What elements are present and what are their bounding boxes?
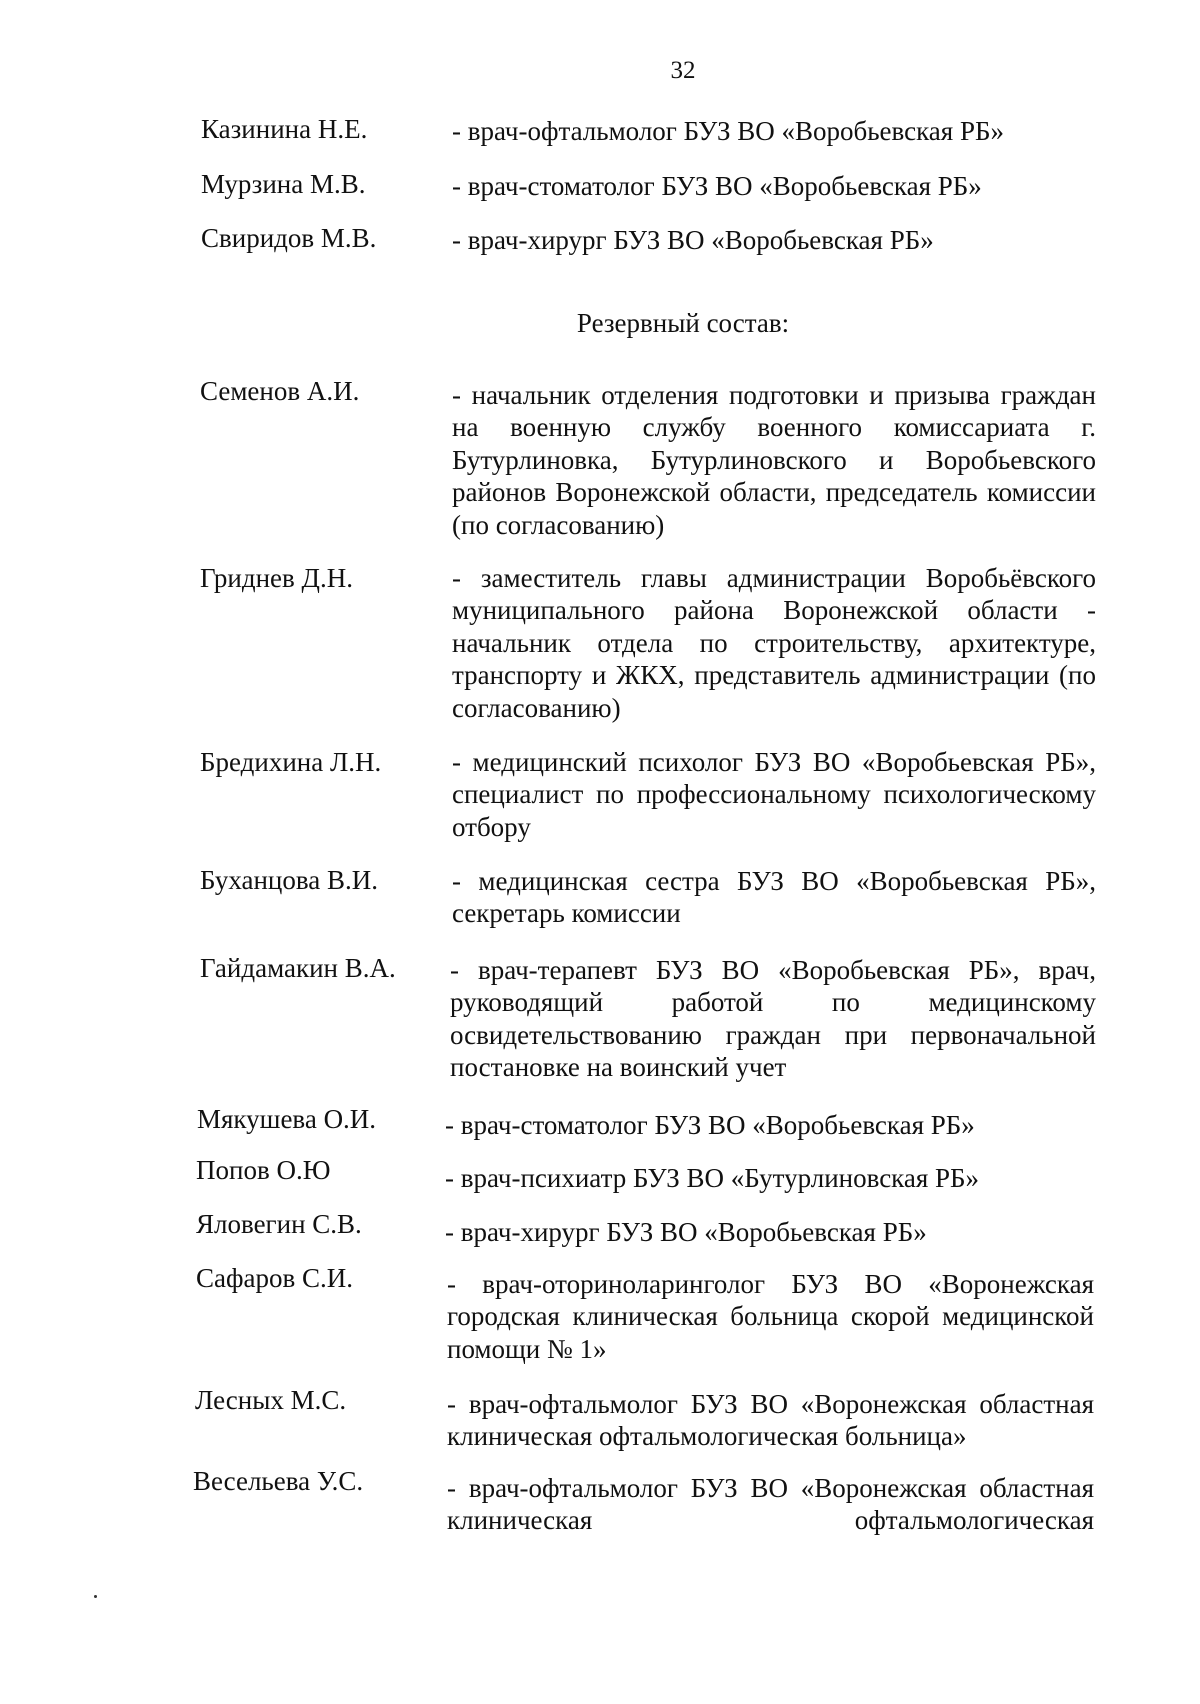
member-entry [0,1155,1200,1200]
member-role: - врач-хирург БУЗ ВО «Воробьевская РБ» [452,225,934,255]
member-role: - врач-психиатр БУЗ ВО «Бутурлиновская РБ» [445,1163,980,1193]
member-name: Гайдамакин В.А. [200,953,396,983]
member-name: Буханцова В.И. [200,865,378,895]
member-role: - врач-хирург БУЗ ВО «Воробьевская РБ» [445,1217,927,1247]
member-entry [0,1263,1200,1378]
member-role: - заместитель главы администрации Воробьёвского муниципального района Воронежской области - начальник отдела по строительству, архитектуре, транспорту и ЖКХ, представитель администрации (по согласованию) [452,563,1096,723]
member-name: Свиридов М.В. [201,223,377,253]
member-role: - врач-стоматолог БУЗ ВО «Воробьевская РБ» [452,171,982,201]
member-role: - врач-офтальмолог БУЗ ВО «Воронежская областная клиническая офтальмологическая больница» [447,1389,1094,1452]
member-name: Бредихина Л.Н. [200,747,382,777]
member-role: - медицинская сестра БУЗ ВО «Воробьевская РБ», секретарь комиссии [452,866,1096,929]
member-entry [0,168,1200,208]
member-name: Весельева У.С. [193,1466,364,1496]
member-entry [0,1465,1200,1545]
member-entry [0,1104,1200,1147]
member-entry [0,1209,1200,1254]
member-name: Лесных М.С. [195,1385,347,1415]
member-name: Семенов А.И. [200,376,360,406]
member-role: - врач-офтальмолог БУЗ ВО «Воробьевская РБ» [452,116,1004,146]
member-name: Мякушева О.И. [197,1104,377,1134]
member-name: Сафаров С.И. [196,1263,353,1293]
member-entry [0,865,1200,937]
page-number: 32 [670,57,696,84]
member-entry [0,746,1200,856]
scan-dot [94,1595,97,1598]
member-entry [0,954,1200,1094]
member-role: - врач-оториноларинголог БУЗ ВО «Воронежская городская клиническая больница скорой медицинской помощи № 1» [447,1269,1094,1364]
member-name: Яловегин С.В. [196,1209,362,1239]
member-entry [0,222,1200,262]
member-role: - начальник отделения подготовки и призыва граждан на военную службу военного комиссариата г. Бутурлиновка, Бутурлиновского и Воробьевского районов Воронежской области, председатель комиссии (по согласованию) [452,380,1096,540]
member-entry [0,113,1200,153]
member-name: Мурзина М.В. [201,169,366,199]
member-name: Казинина Н.Е. [201,114,368,144]
reserve-title: Резервный состав: [576,308,790,338]
member-name: Гриднев Д.Н. [200,563,353,593]
member-entry [0,562,1200,732]
member-role: - врач-офтальмолог БУЗ ВО «Воронежская областная клиническая офтальмологическая [447,1473,1094,1536]
member-name: Попов О.Ю [196,1155,331,1185]
member-role: - медицинский психолог БУЗ ВО «Воробьевская РБ», специалист по профессиональному психологическому отбору [452,747,1096,842]
member-role: - врач-стоматолог БУЗ ВО «Воробьевская РБ» [445,1110,975,1140]
member-entry [0,376,1200,549]
member-role: - врач-терапевт БУЗ ВО «Воробьевская РБ», врач, руководящий работой по медицинскому освидетельствованию граждан при первоначальной постановке на воинский учет [450,955,1096,1083]
